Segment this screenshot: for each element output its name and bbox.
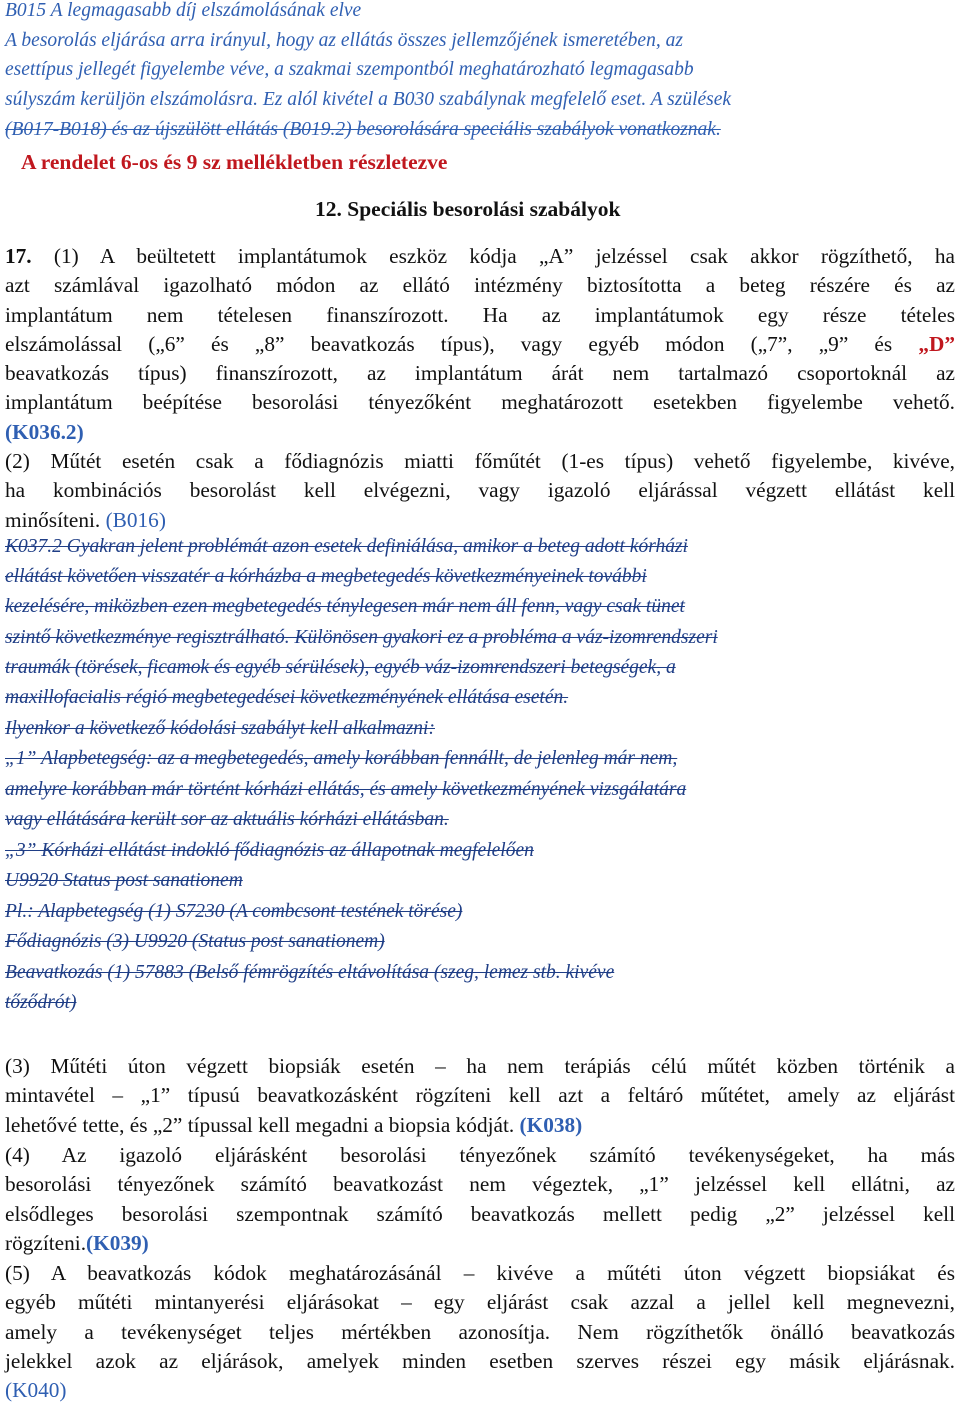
p17-red-d: „D” [918, 331, 956, 356]
intro-line: súlyszám kerüljön elszámolásra. Ez alól kivétel a B030 szabálynak megfelelő eset. A szülések [5, 89, 732, 110]
p2-line: ha kombinációs besorolást kell elvégezni, vagy igazoló eljárással végzett ellátást kell [5, 478, 955, 503]
p4-line-text: rögzíteni. [5, 1230, 87, 1255]
deleted-line: tőződrót) [5, 992, 77, 1013]
deleted-line: „1” Alapbetegség: az a megbetegedés, amely korábban fennállt, de jelenleg már nem, [5, 748, 678, 769]
deleted-line: amelyre korábban már történt kórházi ellátás, és amely következményének vizsgálatára [5, 779, 687, 800]
paragraph-2 [5, 447, 955, 535]
p17-line: beavatkozás típus) finanszírozott, az implantátum árát nem tartalmazó csoportoknál az [5, 361, 955, 386]
p4-ref: (K039) [86, 1230, 149, 1255]
deleted-line: ellátást követően visszatér a kórházba a megbetegedés következményeinek további [5, 566, 647, 587]
p3-line: (3) Műtéti úton végzett biopsiák esetén – ha nem terápiás célú műtét közben történik a [5, 1054, 955, 1078]
deleted-line: K037.2 Gyakran jelent problémát azon esetek definiálása, amikor a beteg adott kórházi [5, 536, 688, 557]
p5-line: jelekkel azok az eljárások, amelyek minden esetben szerves részei egy másik eljárásnak. [5, 1348, 955, 1373]
deleted-line: maxillofacialis régió megbetegedései következményének ellátása esetén. [5, 687, 569, 708]
p17-ref: (K036.2) [5, 419, 84, 444]
deleted-line: U9920 Status post sanationem [5, 870, 243, 891]
deleted-line: Pl.: Alapbetegség (1) S7230 (A combcsont testének törése) [5, 901, 463, 922]
red-note: A rendelet 6-os és 9 sz mellékletben részletezve [21, 150, 448, 174]
deleted-line: vagy ellátására került sor az aktuális kórházi ellátásban. [5, 809, 449, 830]
p2-line: (2) Műtét esetén csak a fődiagnózis miatti főműtét (1-es típus) vehető figyelembe, kivéve, [5, 449, 955, 473]
p2-line-text: minősíteni. [5, 507, 101, 532]
p4-line: elsődleges besorolási szempontnak számító beavatkozás mellett pedig „2” jelzéssel kell [5, 1201, 955, 1226]
p17-number: 17. [5, 244, 32, 268]
deleted-line: Fődiagnózis (3) U9920 (Status post sanationem) [5, 931, 385, 952]
p3-line [5, 1111, 955, 1140]
p4-line: (4) Az igazoló eljárásként besorolási tényezőnek számító tevékenységeket, ha más [5, 1143, 955, 1167]
deleted-line: Beavatkozás (1) 57883 (Belső fémrögzítés eltávolítása (szeg, lemez stb. kivéve [5, 962, 615, 983]
p17-line: implantátum nem tételesen finanszírozott. Ha az implantátumok egy része tételes [5, 302, 955, 327]
p5-ref: (K040) [5, 1378, 67, 1403]
deleted-line: Ilyenkor a következő kódolási szabályt kell alkalmazni: [5, 718, 435, 739]
p4-line [5, 1229, 955, 1258]
p5-ref-line [5, 1376, 955, 1405]
p5-line: (5) A beavatkozás kódok meghatározásánál – kivéve a műtéti úton végzett biopsiákat és [5, 1261, 955, 1285]
p17-line-text: elszámolással („6” és „8” beavatkozás típus), vagy egyéb módon („7”, „9” és [5, 331, 893, 356]
p4-line: besorolási tényezőnek számító beavatkozást nem végeztek, „1” jelzéssel kell ellátni, az [5, 1172, 955, 1197]
intro-line: esettípus jellegét figyelembe véve, a szakmai szempontból meghatározható legmagasabb [5, 59, 694, 80]
p3-ref: (K038) [519, 1112, 583, 1137]
p2-ref: (B016) [105, 507, 166, 532]
deleted-line: „3” Kórházi ellátást indokló fődiagnózis az állapotnak megfelelően [5, 840, 534, 861]
p3-line: mintavétel – „1” típusú beavatkozásként rögzíteni kell azt a feltáró műtétet, amely az eljárást [5, 1083, 955, 1108]
paragraph-17-1 [5, 242, 955, 447]
p17-line [5, 330, 955, 359]
deleted-line: traumák (törések, ficamok és egyéb sérülések), egyéb váz-izomrendszeri betegségek, a [5, 657, 676, 678]
intro-line-text: (B017-B018) és az újszülött ellátás (B019.2) besorolására speciális szabályok vonatkoznak. [5, 119, 721, 140]
intro-line: A besorolás eljárása arra irányul, hogy az ellátás összes jellemzőjének ismeretében, az [5, 30, 683, 51]
p2-line [5, 506, 955, 535]
p3-line-text: lehetővé tette, és „2” típussal kell megadni a biopsia kódját. [5, 1112, 515, 1137]
p17-line [5, 242, 955, 271]
p17-line: azt számlával igazolható módon az ellátó intézmény biztosította a beteg részére és az [5, 273, 955, 298]
intro-line [5, 119, 721, 141]
deleted-line: kezelésére, miközben ezen megbetegedés ténylegesen már nem áll fenn, vagy csak tünet [5, 596, 685, 617]
section-heading: 12. Speciális besorolási szabályok [315, 197, 621, 221]
paragraph-3 [5, 1052, 955, 1140]
p5-line: egyéb műtéti mintanyerési eljárásokat – egy eljárást csak azzal a jellel kell megnevezni, [5, 1290, 955, 1315]
deleted-line: szintő következménye regisztrálható. Különösen gyakori ez a probléma a váz-izomrendszeri [5, 627, 718, 648]
p17-line-text: (1) A beültetett implantátumok eszköz kódja „A” jelzéssel csak akkor rögzíthető, ha [53, 244, 955, 268]
paragraph-4 [5, 1141, 955, 1258]
intro-title: B015 A legmagasabb díj elszámolásának elve [5, 0, 362, 21]
paragraph-5 [5, 1259, 955, 1405]
p17-ref-line [5, 418, 955, 447]
p17-line: implantátum beépítése besorolási tényezőként meghatározott esetekben figyelembe vehető. [5, 390, 955, 415]
p5-line: amely a tevékenységet teljes mértékben azonosítja. Nem rögzíthetők önálló beavatkozás [5, 1319, 955, 1344]
